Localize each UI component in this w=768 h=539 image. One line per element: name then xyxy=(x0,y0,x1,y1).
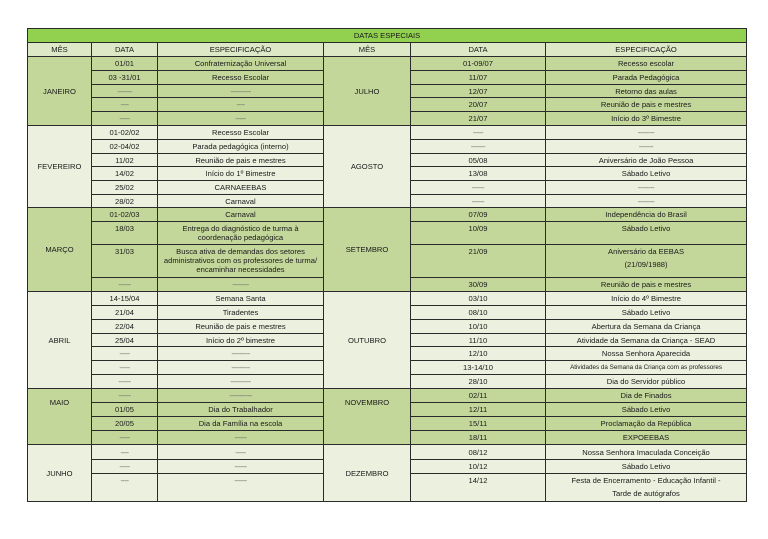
header-row xyxy=(28,43,747,57)
date-cell: 08/10 xyxy=(411,306,546,320)
month-cell-setembro: SETEMBRO xyxy=(324,208,411,292)
date-cell: ------ xyxy=(92,389,158,403)
date-cell: 25/02 xyxy=(92,181,158,195)
date-cell: ----- xyxy=(92,431,158,445)
date-cell: ------ xyxy=(92,375,158,389)
date-cell: 21/09 xyxy=(411,245,546,278)
spec-cell: ------ xyxy=(158,431,324,445)
date-cell: ---- xyxy=(92,474,158,502)
date-cell: 05/08 xyxy=(411,154,546,167)
spec-cell: Sábado Letivo xyxy=(546,403,747,417)
date-cell: 03/10 xyxy=(411,292,546,306)
date-cell: 11/07 xyxy=(411,71,546,85)
month-cell-abril: ABRIL xyxy=(28,292,92,389)
spec-cell: Sábado Letivo xyxy=(546,222,747,245)
spec-cell: -------- xyxy=(546,126,747,140)
date-cell: ----- xyxy=(411,126,546,140)
spec-cell: Aniversário de João Pessoa xyxy=(546,154,747,167)
special-dates-table xyxy=(27,28,747,502)
spec-cell: ----------- xyxy=(158,389,324,403)
date-cell: 02-04/02 xyxy=(92,140,158,154)
spec-cell: Atividade da Semana da Criança - SEAD xyxy=(546,334,747,347)
spec-cell: Semana Santa xyxy=(158,292,324,306)
date-cell: 28/10 xyxy=(411,375,546,389)
spec-cell: ---------- xyxy=(158,375,324,389)
spec-cell: -------- xyxy=(546,181,747,195)
date-cell: ------ xyxy=(411,181,546,195)
date-cell: ------- xyxy=(411,140,546,154)
spec-cell: Confraternização Universal xyxy=(158,57,324,71)
date-cell: 21/07 xyxy=(411,112,546,126)
date-cell: 01/05 xyxy=(92,403,158,417)
date-cell: 10/12 xyxy=(411,460,546,474)
spec-cell: --------- xyxy=(158,347,324,361)
date-cell: 12/07 xyxy=(411,85,546,98)
spec-cell: Independência do Brasil xyxy=(546,208,747,222)
date-cell: 28/02 xyxy=(92,195,158,208)
spec-line-2: Tarde de autógrafos xyxy=(612,489,680,498)
spec-cell: Entrega do diagnóstico de turma à coordenação pedagógica xyxy=(158,222,324,245)
spec-cell: Reunião de pais e mestres xyxy=(158,154,324,167)
spec-cell: Início do 2º bimestre xyxy=(158,334,324,347)
spec-cell: Proclamação da República xyxy=(546,417,747,431)
spec-cell: Nossa Senhora Imaculada Conceição xyxy=(546,445,747,460)
table-row xyxy=(28,126,747,140)
date-cell: 01-02/03 xyxy=(92,208,158,222)
spec-cell: ------ xyxy=(158,460,324,474)
month-cell-novembro-continued xyxy=(324,417,411,445)
spec-cell: ----- xyxy=(158,112,324,126)
date-cell: ----- xyxy=(92,460,158,474)
spec-cell: Parada Pedagógica xyxy=(546,71,747,85)
date-cell: ---- xyxy=(92,445,158,460)
date-cell: ----- xyxy=(92,112,158,126)
date-cell: 11/02 xyxy=(92,154,158,167)
date-cell: 14-15/04 xyxy=(92,292,158,306)
date-cell: 13/08 xyxy=(411,167,546,181)
date-cell: 18/03 xyxy=(92,222,158,245)
date-cell: 20/05 xyxy=(92,417,158,431)
spec-cell: Sábado Letivo xyxy=(546,460,747,474)
date-cell: 30/09 xyxy=(411,278,546,292)
date-cell: 10/10 xyxy=(411,320,546,334)
spec-cell: Nossa Senhora Aparecida xyxy=(546,347,747,361)
spec-cell: Reunião de pais e mestres xyxy=(546,98,747,112)
date-cell: 08/12 xyxy=(411,445,546,460)
spec-cell: ---------- xyxy=(158,85,324,98)
date-cell: ------ xyxy=(411,195,546,208)
spec-cell: Carnaval xyxy=(158,208,324,222)
spec-cell: ------- xyxy=(546,140,747,154)
table-row xyxy=(28,417,747,431)
spec-cell: Atividades da Semana da Criança com as professores xyxy=(546,361,747,375)
spec-cell: Recesso escolar xyxy=(546,57,747,71)
spec-cell: ---- xyxy=(158,98,324,112)
spec-cell: ------ xyxy=(158,474,324,502)
date-cell: 14/02 xyxy=(92,167,158,181)
date-cell: 07/09 xyxy=(411,208,546,222)
date-cell: ----- xyxy=(92,347,158,361)
table-row xyxy=(28,445,747,460)
date-cell: 31/03 xyxy=(92,245,158,278)
date-cell: ----- xyxy=(92,361,158,375)
date-cell: ------- xyxy=(92,85,158,98)
month-cell-janeiro: JANEIRO xyxy=(28,57,92,126)
spec-cell: Início do 1º Bimestre xyxy=(158,167,324,181)
date-cell: 03 -31/01 xyxy=(92,71,158,85)
header-month-left: MÊS xyxy=(28,43,92,57)
spec-cell xyxy=(546,245,747,278)
spec-cell-highlight: CARNAEEBAS xyxy=(158,181,324,195)
spec-line-1: Festa de Encerramento - Educação Infantil - xyxy=(571,476,721,485)
month-cell-agosto: AGOSTO xyxy=(324,126,411,208)
spec-cell-highlight: EXPOEEBAS xyxy=(546,431,747,445)
spec-cell: Reunião de pais e mestres xyxy=(546,278,747,292)
spec-cell: Início do 4º Bimestre xyxy=(546,292,747,306)
spec-cell: Sábado Letivo xyxy=(546,167,747,181)
date-cell: 20/07 xyxy=(411,98,546,112)
date-cell: ------ xyxy=(92,278,158,292)
spec-cell: Parada pedagógica (interno) xyxy=(158,140,324,154)
spec-cell xyxy=(546,474,747,502)
spec-line-2: (21/09/1988) xyxy=(624,260,668,269)
date-cell: 11/10 xyxy=(411,334,546,347)
spec-cell: Dia da Família na escola xyxy=(158,417,324,431)
date-cell: 01/01 xyxy=(92,57,158,71)
spec-cell: -------- xyxy=(546,195,747,208)
month-cell-dezembro: DEZEMBRO xyxy=(324,445,411,502)
date-cell: 21/04 xyxy=(92,306,158,320)
spec-cell: Início do 3º Bimestre xyxy=(546,112,747,126)
spec-cell: Dia do Trabalhador xyxy=(158,403,324,417)
date-cell: 01-02/02 xyxy=(92,126,158,140)
spec-cell: Reunião de pais e mestres xyxy=(158,320,324,334)
date-cell: 12/10 xyxy=(411,347,546,361)
date-cell: 01-09/07 xyxy=(411,57,546,71)
spec-cell: Abertura da Semana da Criança xyxy=(546,320,747,334)
month-cell-junho: JUNHO xyxy=(28,445,92,502)
month-cell-fevereiro: FEVEREIRO xyxy=(28,126,92,208)
table-row xyxy=(28,208,747,222)
date-cell: 10/09 xyxy=(411,222,546,245)
table-row xyxy=(28,57,747,71)
spec-cell: ----- xyxy=(158,445,324,460)
spec-cell: Carnaval xyxy=(158,195,324,208)
month-cell-outubro: OUTUBRO xyxy=(324,292,411,389)
month-cell-maio: MAIO xyxy=(28,389,92,417)
table-row xyxy=(28,389,747,403)
month-cell-julho: JULHO xyxy=(324,57,411,126)
spec-cell: Dia de Finados xyxy=(546,389,747,403)
spec-cell: Retorno das aulas xyxy=(546,85,747,98)
date-cell: 25/04 xyxy=(92,334,158,347)
header-spec-left: ESPECIFICAÇÃO xyxy=(158,43,324,57)
header-spec-right: ESPECIFICAÇÃO xyxy=(546,43,747,57)
header-date-left: DATA xyxy=(92,43,158,57)
date-cell: 14/12 xyxy=(411,474,546,502)
date-cell: 02/11 xyxy=(411,389,546,403)
spec-cell: --------- xyxy=(158,361,324,375)
date-cell: 22/04 xyxy=(92,320,158,334)
month-cell-marco: MARÇO xyxy=(28,208,92,292)
spec-cell: Busca ativa de demandas dos setores administrativos com os professores de turma/ encaminhar necessidades xyxy=(158,245,324,278)
spec-cell: Tiradentes xyxy=(158,306,324,320)
table-row xyxy=(28,292,747,306)
header-date-right: DATA xyxy=(411,43,546,57)
date-cell: 13-14/10 xyxy=(411,361,546,375)
date-cell: ---- xyxy=(92,98,158,112)
date-cell: 18/11 xyxy=(411,431,546,445)
spec-cell: Recesso Escolar xyxy=(158,71,324,85)
spec-cell: Recesso Escolar xyxy=(158,126,324,140)
spec-line-1: Aniversário da EEBAS xyxy=(608,247,685,256)
spec-cell: -------- xyxy=(158,278,324,292)
spec-cell: Dia do Servidor público xyxy=(546,375,747,389)
month-cell-maio-continued xyxy=(28,417,92,445)
header-month-right: MÊS xyxy=(324,43,411,57)
date-cell: 15/11 xyxy=(411,417,546,431)
date-cell: 12/11 xyxy=(411,403,546,417)
table-title: DATAS ESPECIAIS xyxy=(28,29,747,43)
month-cell-novembro: NOVEMBRO xyxy=(324,389,411,417)
spec-cell: Sábado Letivo xyxy=(546,306,747,320)
